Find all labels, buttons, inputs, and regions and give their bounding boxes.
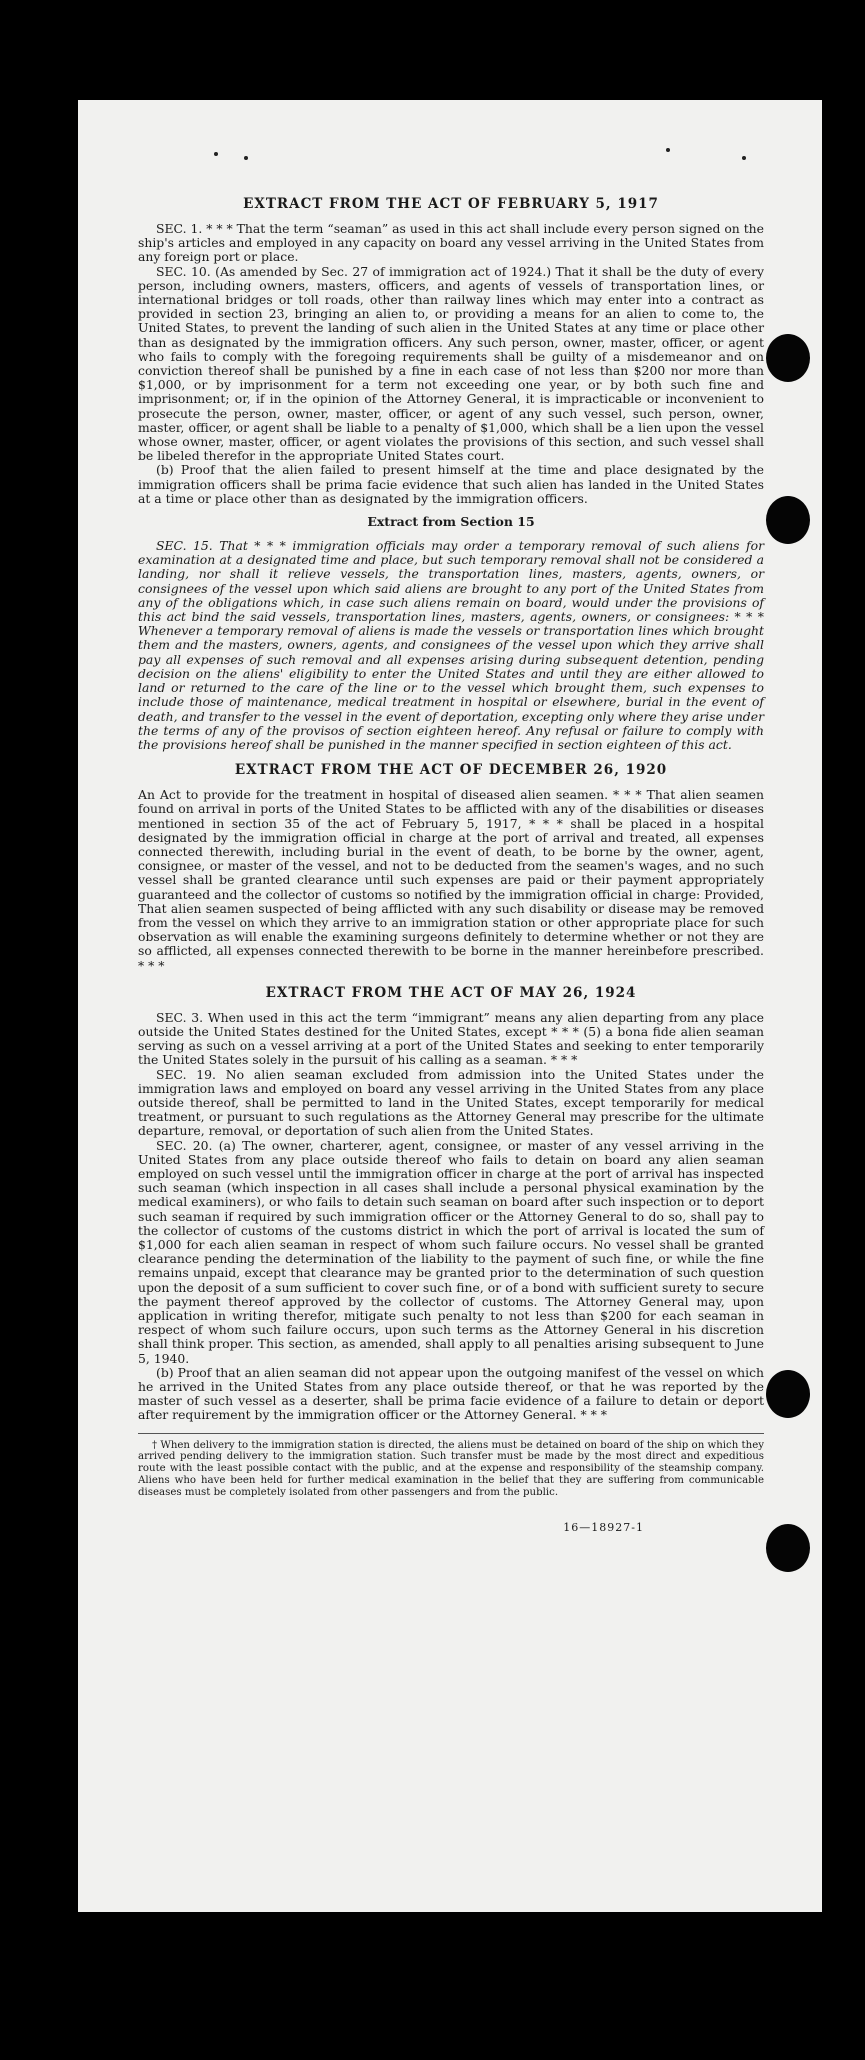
speck [742, 156, 746, 160]
sec20b-paragraph: (b) Proof that an alien seaman did not appear upon the outgoing manifest of the vessel on which he arrived in the United States from any place outside thereof, or that he was reported by the master of such vessel as a deserter, shall be prima facie evidence of a failure to detain or deport after requirement by the immigration officer or the Attorney General. * * * [138, 1364, 764, 1423]
document-page [78, 100, 822, 1912]
punch-hole [766, 496, 810, 544]
heading-section-15: Extract from Section 15 [367, 514, 535, 530]
sec3-paragraph: SEC. 3. When used in this act the term “immigrant” means any alien departing from any place outside the United States destined for the United States, except * * * (5) a bona fide alien seaman serving as such on a vessel arriving at a port of the United States and seeking to enter temporarily the United States solely in the pursuit of his calling as a seaman. * * * [138, 1009, 764, 1068]
section-1924 [138, 1011, 764, 1423]
sec1-paragraph: SEC. 1. * * * That the term “seaman” as used in this act shall include every person signed on the ship's articles and employed in any capacity on board any vessel arriving in the United States from any foreign port or place. [138, 221, 764, 265]
sec19-paragraph: SEC. 19. No alien seaman excluded from admission into the United States under the immigration laws and employed on board any vessel arriving in the United States from any place outside thereof, shall be permitted to land in the United States, except temporarily for medical treatment, or pursuant to such regulations as the Attorney General may prescribe for the ultimate departure, removal, or deportation of such alien from the United States. [138, 1066, 764, 1139]
footnote-divider [138, 1433, 764, 1434]
punch-hole [766, 1370, 810, 1418]
speck [214, 152, 218, 156]
form-number: 16—18927-1 [563, 1520, 644, 1534]
sec10b-paragraph: (b) Proof that the alien failed to present himself at the time and place designated by the immigration officers shall be prima facie evidence that such alien has landed in the United States at a time or place other than as designated by the immigration officers. [138, 462, 764, 506]
heading-act-1917: EXTRACT FROM THE ACT OF FEBRUARY 5, 1917 [243, 196, 659, 212]
heading-act-1924: EXTRACT FROM THE ACT OF MAY 26, 1924 [265, 984, 637, 1001]
sec15-paragraph: SEC. 15. That * * * immigration officials may order a temporary removal of such aliens for examination at a designated time and place, but such temporary removal shall not be considered a landing, nor shall it relieve vessels, the transportation lines, masters, agents, owners, or consignees of the vessel upon which said aliens are brought to any port of the United States from any of the obligations which, in case such aliens remain on board, would under the provisions of this act bind the said vessels, transportation lines, masters, agents, owners, or consignees: * * * Whenever a temporary removal of aliens is made the vessels or transportation lines which brought them and the masters, owners, agents, and consignees of the vessel upon which they arrive shall pay all expenses of such removal and all expenses arising during subsequent detention, pending decision on the aliens' eligibility to enter the United States and until they are either allowed to land or returned to the care of the line or to the vessel which brought them, such expenses to include those of maintenance, medical treatment in hospital or elsewhere, burial in the event of death, and transfer to the vessel in the event of deportation, excepting only where they arise under the terms of any of the provisos of section eighteen hereof. Any refusal or failure to comply with the provisions hereof shall be punished in the manner specified in section eighteen of this act. [138, 538, 764, 752]
punch-hole [766, 334, 810, 382]
speck [666, 148, 670, 152]
sec20-paragraph: SEC. 20. (a) The owner, charterer, agent, consignee, or master of any vessel arriving in the United States from any place outside thereof who fails to detain on board any alien seaman employed on such vessel until the immigration officer in charge at the port of arrival has inspected such seaman (which inspection in all cases shall include a personal physical examination by the medical examiners), or who fails to detain such seaman on board after such inspection or to deport such seaman if required by such immigration officer or the Attorney General to do so, shall pay to the collector of customs of the customs district in which the port of arrival is located the sum of $1,000 for each alien seaman in respect of whom such failure occurs. No vessel shall be granted clearance pending the determination of the liability to the payment of such fine, or while the fine remains unpaid, except that clearance may be granted prior to the determination of such question upon the deposit of a sum sufficient to cover such fine, or of a bond with sufficient surety to secure the payment thereof approved by the collector of customs. The Attorney General may, upon application in writing therefor, mitigate such penalty to not less than $200 for each seaman in respect of whom such failure occurs, upon such terms as the Attorney General in his discretion shall think proper. This section, as amended, shall apply to all penalties arising subsequent to June 5, 1940. [138, 1137, 764, 1366]
footnote: † When delivery to the immigration station is directed, the aliens must be detained on board of the ship on which they arrived pending delivery to the immigration station. Such transfer must be made by the most direct and expeditious route with the least possible contact with the public, and at the expense and responsibility of the steamship company. Aliens who have been held for further medical examination in the belief that they are suffering from communicable diseases must be completely isolated from other passengers and from the public. [138, 1439, 764, 1498]
section-1917 [138, 222, 764, 506]
punch-hole [766, 1524, 810, 1572]
speck [244, 156, 248, 160]
section-15 [138, 539, 764, 752]
heading-act-1920: EXTRACT FROM THE ACT OF DECEMBER 26, 1920 [234, 762, 668, 779]
section-1920 [138, 788, 764, 973]
sec10-paragraph: SEC. 10. (As amended by Sec. 27 of immigration act of 1924.) That it shall be the duty of every person, including owners, masters, officers, and agents of vessels of transportation lines, or international bridges or toll roads, other than railway lines which may enter into a contract as provided in section 23, bringing an alien to, or providing a means for an alien to come to, the United States, to prevent the landing of such alien in the United States at any time or place other than as designated by the immigration officers. Any such person, owner, master, officer, or agent who fails to comply with the foregoing requirements shall be guilty of a misdemeanor and on conviction thereof shall be punished by a fine in each case of not less than $200 nor more than $1,000, or by imprisonment for a term not exceeding one year, or by both such fine and imprisonment; or, if in the opinion of the Attorney General, it is impracticable or inconvenient to prosecute the person, owner, master, officer, or agent of any such vessel, such person, owner, master, officer, or agent shall be liable to a penalty of $1,000, which shall be a lien upon the vessel whose owner, master, officer, or agent violates the provisions of this section, and such vessel shall be libeled therefor in the appropriate United States court. [138, 263, 764, 464]
act-1920-paragraph: An Act to provide for the treatment in hospital of diseased alien seamen. * * * That alien seamen found on arrival in ports of the United States to be afflicted with any of the disabilities or diseases mentioned in section 35 of the act of February 5, 1917, * * * shall be placed in a hospital designated by the immigration official in charge at the port of arrival and treated, all expenses connected therewith, including burial in the event of death, to be borne by the owner, agent, consignee, or master of the vessel, and not to be deducted from the seamen's wages, and no such vessel shall be granted clearance until such expenses are paid or their payment appropriately guaranteed and the collector of customs so notified by the immigration official in charge: Provided, That alien seamen suspected of being afflicted with any such disability or disease may be removed from the vessel on which they arrive to an immigration station or other appropriate place for such observation as will enable the examining surgeons definitely to determine whether or not they are so afflicted, all expenses connected therewith to be borne in the manner hereinbefore prescribed. * * * [138, 787, 764, 973]
